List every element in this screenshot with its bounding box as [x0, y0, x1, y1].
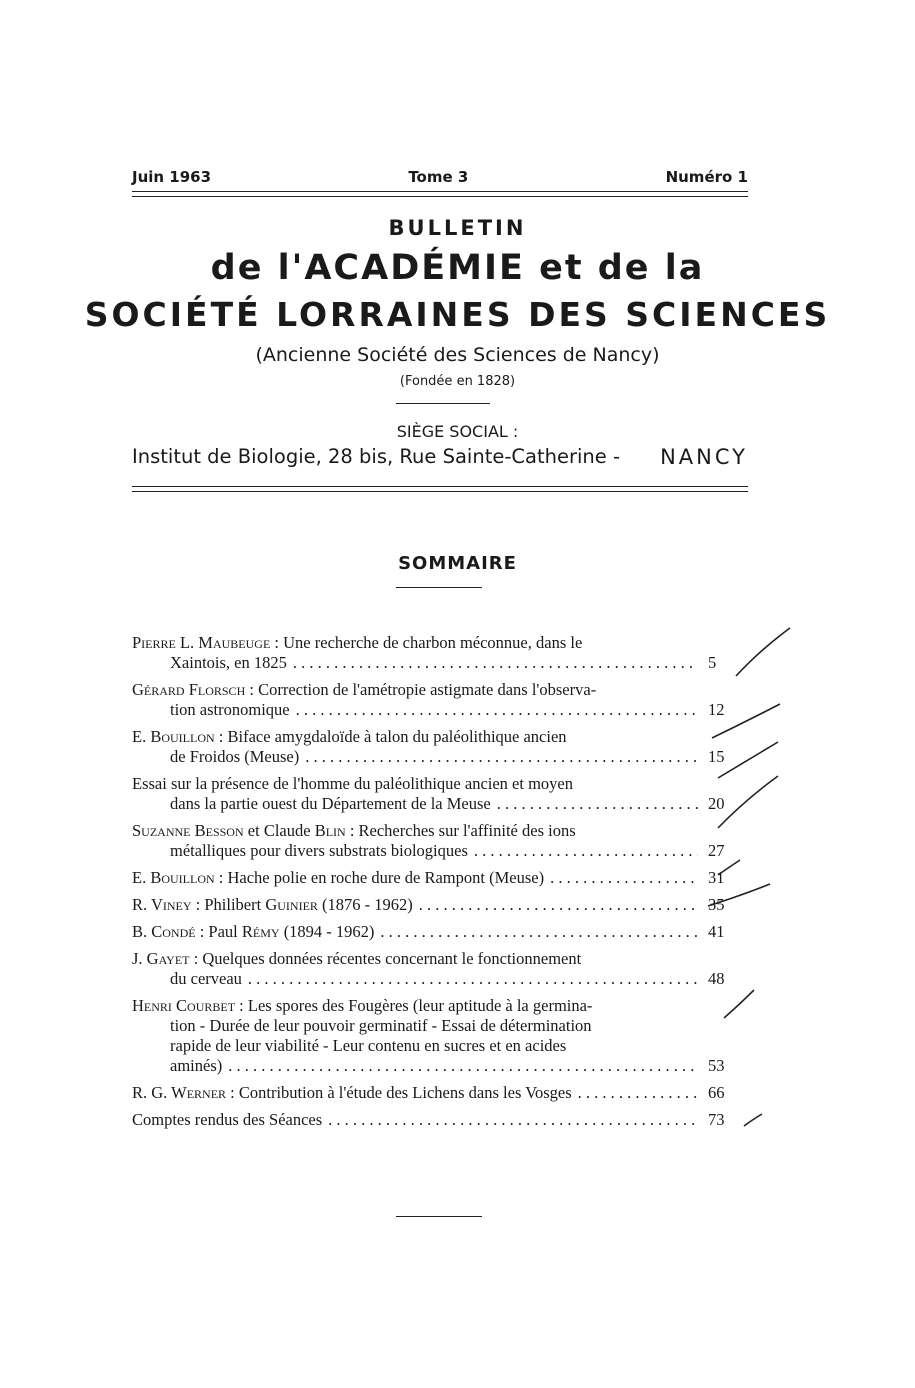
academie-title: de l'ACADÉMIE et de la	[210, 248, 705, 288]
entry-title-cont: Xaintois, en 1825	[170, 653, 287, 672]
entry-author: Pierre L. Maubeuge	[132, 633, 271, 652]
societe-title: SOCIÉTÉ LORRAINES DES SCIENCES	[84, 295, 831, 334]
entry-title-end: (1894 - 1962)	[279, 922, 375, 941]
check-mark-icon	[724, 990, 754, 1018]
check-mark-icon	[708, 884, 770, 906]
check-mark-icon	[718, 860, 740, 875]
entry-title: : Paul	[195, 922, 242, 941]
check-mark-icon	[718, 742, 778, 778]
entry-author: Gérard Florsch	[132, 680, 246, 699]
entry-page: 31	[708, 868, 725, 887]
entry-title-cont: tion astronomique	[170, 700, 290, 719]
address-city: NANCY	[660, 445, 748, 469]
check-mark-icon	[736, 628, 790, 676]
entry-author: Henri Courbet	[132, 996, 236, 1015]
entry-author: E. Bouillon	[132, 727, 215, 746]
entry-title: : Une recherche de charbon méconnue, dans le	[270, 633, 583, 652]
entry-title: : Biface amygdaloïde à talon du paléolithique ancien	[214, 727, 567, 746]
footer-divider	[396, 1216, 482, 1217]
entry-title: : Les spores des Fougères (leur aptitude à la germina-	[235, 996, 593, 1015]
address-text: Institut de Biologie, 28 bis, Rue Sainte-Catherine -	[132, 445, 620, 468]
entry-page: 12	[708, 700, 725, 719]
ancienne-subtitle: (Ancienne Société des Sciences de Nancy)	[255, 344, 660, 366]
entry-author: R. G. Werner	[132, 1083, 227, 1102]
entry-title: Comptes rendus des Séances	[132, 1110, 323, 1129]
bulletin-title: BULLETIN	[388, 216, 527, 240]
entry-title: : Philibert	[191, 895, 266, 914]
entry-title: : Recherches sur l'affinité des ions	[345, 821, 576, 840]
issue-tome: Tome 3	[408, 168, 469, 186]
entry-author: R. Viney	[132, 895, 192, 914]
entry-page: 5	[708, 653, 717, 672]
entry-page: 15	[708, 747, 725, 766]
entry-title-cont: de Froidos (Meuse)	[170, 747, 300, 766]
entry-author: J. Gayet	[132, 949, 190, 968]
entry-title: Essai sur la présence de l'homme du paléolithique ancien et moyen	[132, 774, 573, 793]
entry-subject: Rémy	[241, 922, 280, 941]
entry-author: B. Condé	[132, 922, 196, 941]
sommaire-heading: SOMMAIRE	[398, 553, 517, 574]
entry-title-cont: métalliques pour divers substrats biologiques	[170, 841, 468, 860]
entry-title: : Hache polie en roche dure de Rampont (Meuse)	[214, 868, 545, 887]
entry-title-cont: dans la partie ouest du Département de la Meuse	[170, 794, 491, 813]
entry-page: 35	[708, 895, 725, 914]
fondee-subtitle: (Fondée en 1828)	[399, 374, 516, 389]
entry-title-cont: du cerveau	[170, 969, 242, 988]
entry-author: E. Bouillon	[132, 868, 215, 887]
entry-title-end: (1876 - 1962)	[317, 895, 413, 914]
issue-number: Numéro 1	[665, 168, 748, 186]
entry-page: 53	[708, 1056, 725, 1075]
entry-title-cont: aminés)	[170, 1056, 223, 1075]
entry-title-cont: tion - Durée de leur pouvoir germinatif - Essai de détermination	[170, 1016, 592, 1035]
entry-title: : Contribution à l'étude des Lichens dans les Vosges	[226, 1083, 572, 1102]
check-mark-icon	[718, 776, 778, 828]
entry-author-second: Blin	[314, 821, 346, 840]
entry-page: 27	[708, 841, 725, 860]
entry-title: : Quelques données récentes concernant le fonctionnement	[189, 949, 582, 968]
entry-page: 48	[708, 969, 725, 988]
entry-page: 20	[708, 794, 725, 813]
entry-title: : Correction de l'amétropie astigmate dans l'observa-	[245, 680, 597, 699]
entry-title-cont: rapide de leur viabilité - Leur contenu en sucres et en acides	[170, 1036, 567, 1055]
entry-page: 41	[708, 922, 725, 941]
entry-author-join: et Claude	[243, 821, 315, 840]
entry-page: 66	[708, 1083, 725, 1102]
issue-date: Juin 1963	[132, 168, 212, 186]
siege-label: SIÈGE SOCIAL :	[396, 422, 519, 441]
check-mark-icon	[712, 704, 780, 738]
entry-page: 73	[708, 1110, 725, 1129]
check-mark-icon	[744, 1114, 762, 1126]
entry-subject: Guinier	[265, 895, 318, 914]
entry-author: Suzanne Besson	[132, 821, 244, 840]
